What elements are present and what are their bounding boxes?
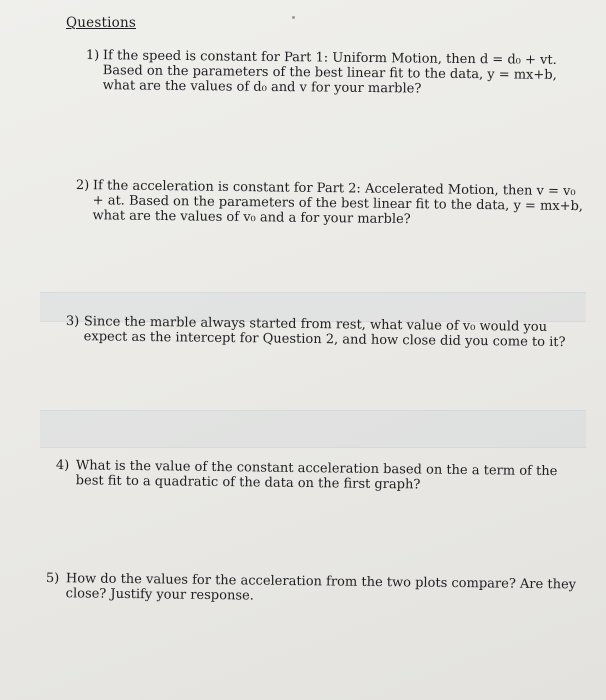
paper-speck [292,16,295,19]
question-4 [55,458,586,493]
question-2 [75,178,586,228]
question-number: 5) [45,571,60,587]
question-1 [85,48,586,97]
page-title: Questions [66,15,136,31]
question-5 [45,571,586,604]
bleed-through-table [40,410,586,448]
question-number: 1) [85,48,100,64]
question-number: 2) [75,178,90,194]
question-text: How do the values for the acceleration from the two plots compare? Are they close? Justify your response. [65,571,577,604]
question-text: If the speed is constant for Part 1: Uniform Motion, then d = d₀ + vt. Based on the parameters of the best linear fit to the data, y = mx+b, what are the values of d₀ and v for your marble? [102,48,557,97]
question-text: If the acceleration is constant for Part 2: Accelerated Motion, then v = v₀ + at. Based on the parameters of the best linear fit to the data, y = mx+b, what are the values of v₀ and a for your marble? [92,178,584,228]
question-number: 3) [65,314,80,330]
question-text: Since the marble always started from rest, what value of v₀ would you expect as the intercept for Question 2, and how close did you come to it? [83,314,566,351]
question-text: What is the value of the constant acceleration based on the a term of the best fit to a quadratic of the data on the first graph? [75,458,558,493]
question-number: 4) [55,458,70,474]
